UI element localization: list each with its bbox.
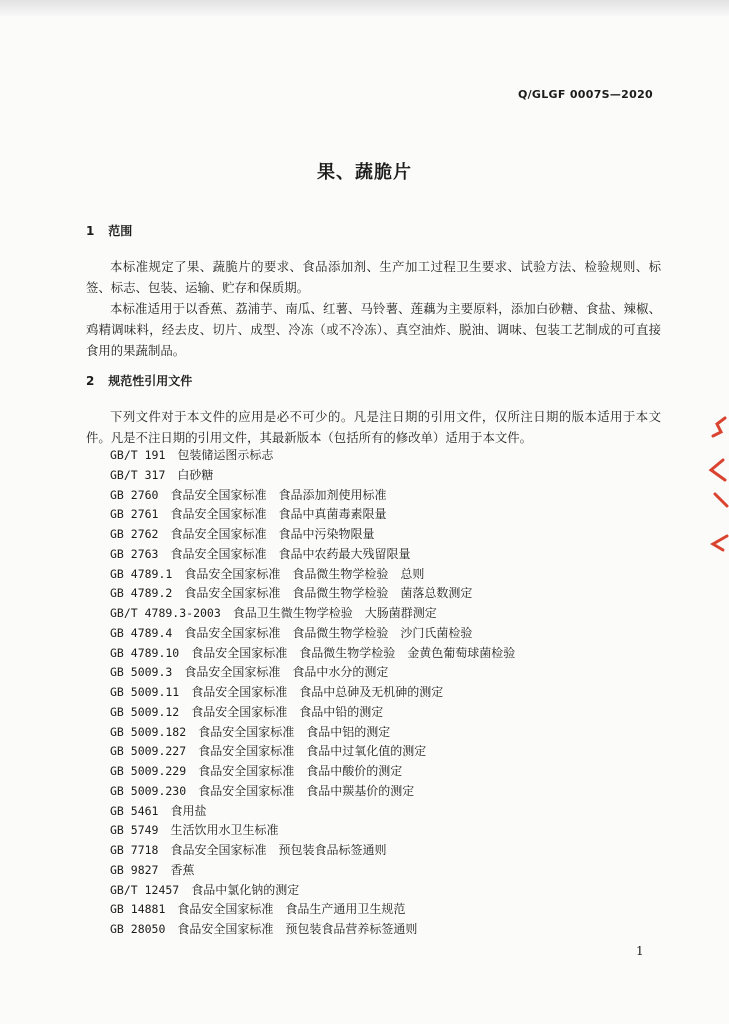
reference-title: 食品安全国家标准 食品微生物学检验 菌落总数测定 — [184, 586, 473, 601]
reference-code: GB 5009.182 — [110, 724, 187, 739]
reference-title: 食品安全国家标准 预包装食品标签通则 — [170, 843, 387, 857]
reference-code: GB 2762 — [110, 527, 159, 541]
red-stamp-fragment — [703, 410, 729, 560]
reference-title: 食品安全国家标准 食品中真菌毒素限量 — [170, 507, 387, 522]
reference-item — [110, 663, 670, 683]
reference-title: 食品安全国家标准 食品中铅的测定 — [191, 704, 384, 719]
reference-code: GB 4789.4 — [110, 625, 173, 640]
reference-item — [110, 624, 670, 644]
reference-code: GB 14881 — [110, 902, 166, 917]
reference-title: 食品安全国家标准 预包装食品营养标签通则 — [177, 922, 418, 936]
reference-title: 香蕉 — [170, 862, 195, 877]
reference-title: 食品安全国家标准 食品添加剂使用标准 — [170, 487, 387, 502]
reference-code: GB 2763 — [110, 546, 159, 561]
reference-code: GB 5009.230 — [110, 783, 187, 798]
reference-title: 食品安全国家标准 食品中农药最大残留限量 — [170, 546, 411, 561]
reference-code: GB 7718 — [110, 843, 159, 857]
page-title: 果、蔬脆片 — [317, 162, 412, 183]
reference-code: GB 9827 — [110, 862, 159, 877]
reference-title: 食品安全国家标准 食品生产通用卫生规范 — [177, 902, 406, 917]
reference-item — [110, 604, 670, 624]
reference-code: GB 4789.10 — [110, 645, 180, 660]
reference-code: GB 5009.11 — [110, 685, 180, 699]
reference-item — [110, 723, 670, 743]
section-number: 2 — [86, 374, 95, 388]
reference-item — [110, 841, 670, 861]
reference-code: GB/T 317 — [110, 467, 166, 482]
reference-title: 食品安全国家标准 食品中铝的测定 — [198, 724, 391, 739]
reference-code: GB 28050 — [110, 922, 166, 936]
reference-code: GB 5009.229 — [110, 764, 187, 778]
reference-item — [110, 644, 670, 664]
reference-title: 食品安全国家标准 食品微生物学检验 金黄色葡萄球菌检验 — [191, 645, 516, 660]
reference-item — [110, 683, 670, 703]
reference-title: 食品安全国家标准 食品微生物学检验 沙门氏菌检验 — [184, 625, 473, 640]
reference-code: GB/T 191 — [110, 448, 166, 462]
section-title: 范围 — [108, 224, 133, 238]
reference-item — [110, 920, 670, 940]
section-1-heading — [86, 222, 132, 239]
section-number: 1 — [86, 224, 95, 238]
reference-item — [110, 446, 670, 466]
reference-code: GB 2760 — [110, 487, 159, 502]
reference-item — [110, 565, 670, 585]
reference-title: 食用盐 — [170, 803, 207, 818]
reference-code: GB 4789.1 — [110, 566, 173, 581]
reference-code: GB 2761 — [110, 507, 159, 522]
reference-title: 食品安全国家标准 食品中过氧化值的测定 — [198, 744, 427, 759]
reference-title: 包装储运图示标志 — [177, 448, 274, 462]
reference-code: GB 5009.3 — [110, 665, 173, 680]
reference-item — [110, 466, 670, 486]
reference-title: 食品安全国家标准 食品中水分的测定 — [184, 665, 389, 680]
reference-title: 食品卫生微生物学检验 大肠菌群测定 — [232, 606, 437, 620]
reference-item — [110, 525, 670, 545]
reference-item — [110, 584, 670, 604]
reference-item — [110, 742, 670, 762]
reference-item — [110, 881, 670, 901]
reference-item — [110, 802, 670, 822]
reference-title: 食品安全国家标准 食品微生物学检验 总则 — [184, 566, 425, 581]
reference-code: GB 5009.227 — [110, 744, 187, 759]
reference-item — [110, 900, 670, 920]
reference-item — [110, 762, 670, 782]
reference-item — [110, 821, 670, 841]
reference-title: 食品安全国家标准 食品中总砷及无机砷的测定 — [191, 685, 444, 699]
references-intro: 下列文件对于本文件的应用是必不可少的。凡是注日期的引用文件，仅所注日期的版本适用于本文件。凡是不注日期的引用文件，其最新版本（包括所有的修改单）适用于本文件。 — [86, 409, 661, 445]
reference-item — [110, 486, 670, 506]
reference-code: GB/T 4789.3-2003 — [110, 606, 221, 620]
reference-title: 食品安全国家标准 食品中羰基价的测定 — [198, 783, 415, 798]
reference-list — [110, 446, 670, 940]
reference-item — [110, 861, 670, 881]
reference-code: GB/T 12457 — [110, 882, 180, 897]
reference-code: GB 5461 — [110, 803, 159, 818]
reference-code: GB 5009.12 — [110, 704, 180, 719]
scope-paragraph-1: 本标准规定了果、蔬脆片的要求、食品添加剂、生产加工过程卫生要求、试验方法、检验规则、标签、标志、包装、运输、贮存和保质期。 — [86, 259, 661, 295]
reference-title: 白砂糖 — [177, 467, 214, 482]
scope-paragraph-2: 本标准适用于以香蕉、荔浦芋、南瓜、红薯、马铃薯、莲藕为主要原料，添加白砂糖、食盐、辣椒、鸡精调味料，经去皮、切片、成型、冷冻（或不冷冻）、真空油炸、脱油、调味、包装工艺制成的可直接食用的果蔬制品。 — [86, 301, 661, 358]
document-code: Q/GLGF 0007S—2020 — [517, 88, 653, 101]
reference-item — [110, 545, 670, 565]
reference-code: GB 4789.2 — [110, 586, 173, 601]
page-number: 1 — [636, 944, 644, 958]
reference-title: 食品安全国家标准 食品中污染物限量 — [170, 527, 375, 541]
section-title: 规范性引用文件 — [108, 374, 193, 388]
scan-edge — [0, 0, 729, 16]
reference-item — [110, 505, 670, 525]
reference-title: 生活饮用水卫生标准 — [170, 823, 279, 838]
reference-code: GB 5749 — [110, 823, 159, 838]
reference-title: 食品中氯化钠的测定 — [191, 882, 300, 897]
reference-title: 食品安全国家标准 食品中酸价的测定 — [198, 764, 403, 778]
reference-item — [110, 782, 670, 802]
section-2-heading — [86, 372, 192, 389]
reference-item — [110, 703, 670, 723]
